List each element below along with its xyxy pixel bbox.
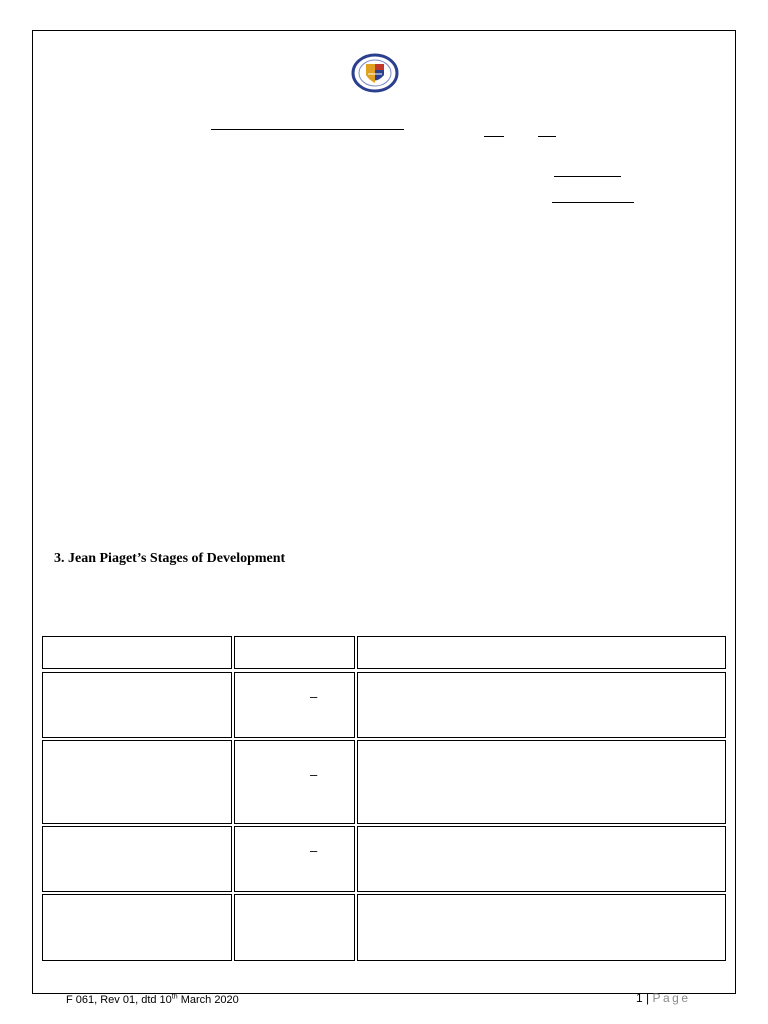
table-row-age (234, 672, 355, 738)
table-header-stage (42, 636, 232, 669)
page-label: Page (652, 991, 691, 1005)
age-range-dash: – (310, 689, 318, 704)
page-separator: | (646, 991, 650, 1005)
underline-short-1 (484, 136, 504, 137)
section-heading: 3. Jean Piaget’s Stages of Development (54, 551, 286, 566)
table-header-description (357, 636, 726, 669)
table-row-stage (42, 894, 232, 961)
age-range-dash: – (310, 843, 318, 858)
footer-page-number (636, 991, 691, 1005)
table-row-stage (42, 826, 232, 892)
table-row-stage (42, 740, 232, 824)
table-row-description (357, 826, 726, 892)
table-row-description (357, 740, 726, 824)
age-range-dash: – (310, 767, 318, 782)
underline-date (552, 202, 634, 203)
title-underline (211, 129, 404, 130)
table-row-age (234, 894, 355, 961)
underline-short-2 (538, 136, 556, 137)
footer-form-reference: F 061, Rev 01, dtd 10th March 2020 (66, 993, 239, 1006)
table-row-stage (42, 672, 232, 738)
table-row-description (357, 672, 726, 738)
table-header-age (234, 636, 355, 669)
table-row-description (357, 894, 726, 961)
page-number: 1 (636, 991, 643, 1005)
table-row-age (234, 740, 355, 824)
underline-name (554, 176, 621, 177)
school-crest-icon (351, 53, 399, 93)
table-row-age (234, 826, 355, 892)
